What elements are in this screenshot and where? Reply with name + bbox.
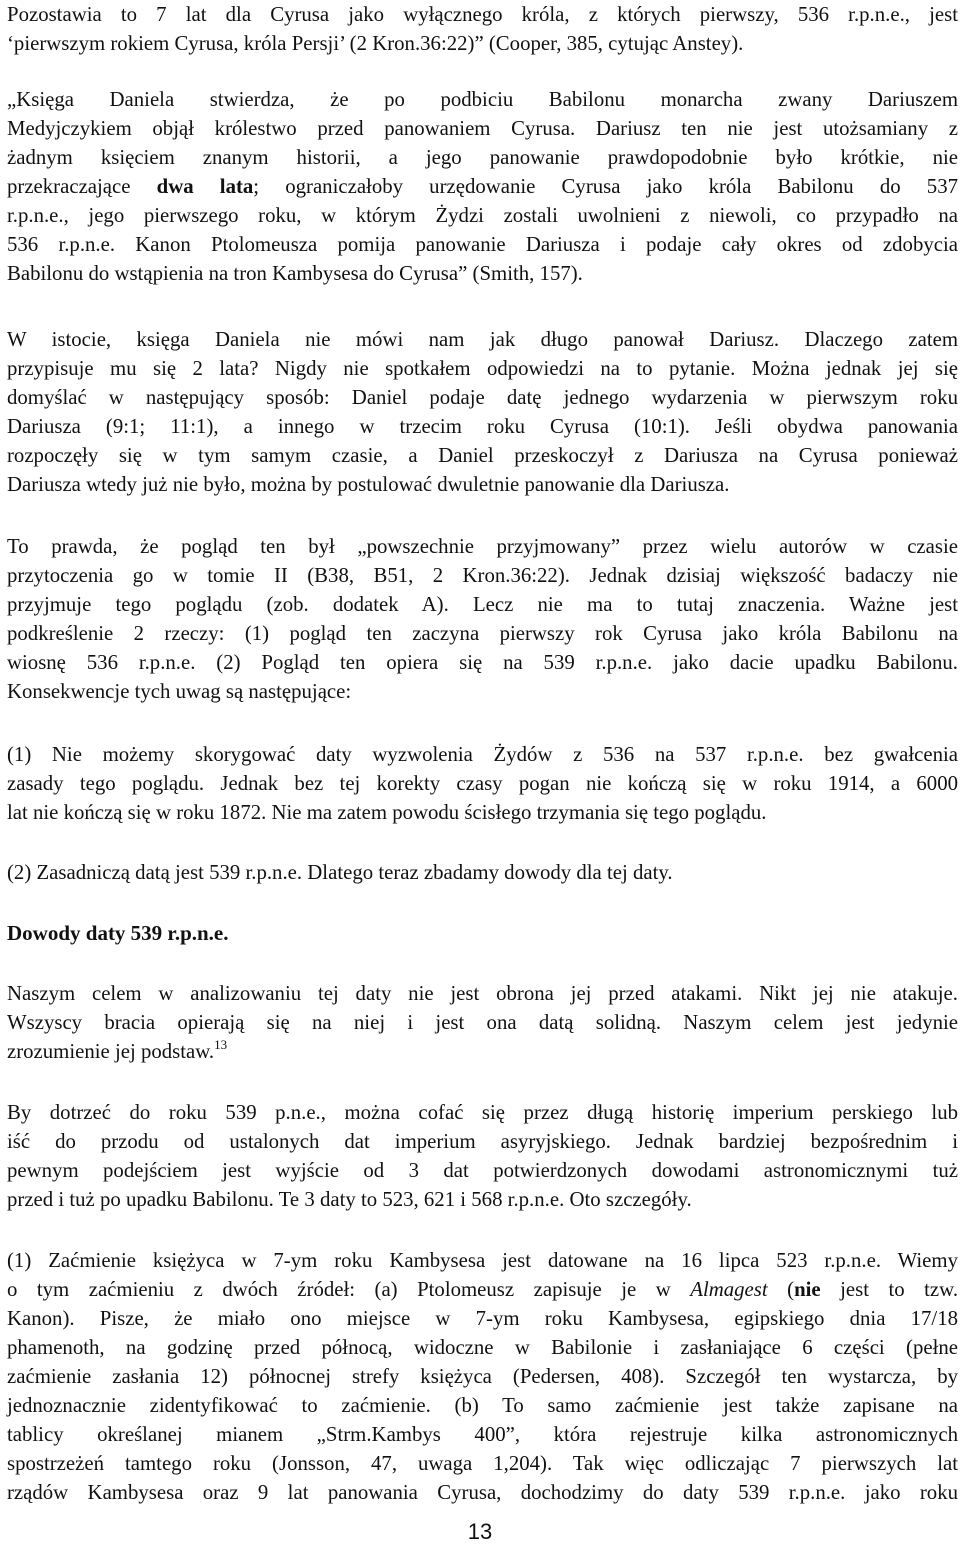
text-line: „Księga Daniela stwierdza, że po podbiciu Babilonu monarcha zwany Dariuszem (7, 88, 958, 111)
text-line: r.p.n.e., jego pierwszego roku, w którym Żydzi zostali uwolnieni z niewoli, co przypadło na (7, 204, 958, 227)
text-line: (1) Zaćmienie księżyca w 7-ym roku Kambysesa jest datowane na 16 lipca 523 r.p.n.e. Wiemy (7, 1249, 958, 1272)
text-line: rozpoczęły się w tym samym czasie, a Daniel przeskoczył z Dariusza na Cyrusa ponieważ (7, 444, 958, 467)
paragraph (7, 1246, 958, 1507)
emphasis-text: dwa lata (156, 175, 254, 198)
text-line: spostrzeżeń tamtego roku (Jonsson, 47, uwaga 1,204). Tak więc odliczając 7 pierwszych lat (7, 1452, 958, 1475)
text-line: wiosnę 536 r.p.n.e. (2) Pogląd ten opiera się na 539 r.p.n.e. jako dacie upadku Babilonu. (7, 651, 958, 674)
paragraph (7, 532, 958, 706)
paragraph (7, 979, 958, 1066)
text-line: domyślać w następujący sposób: Daniel podaje datę jednego wydarzenia w pierwszym roku (7, 386, 958, 409)
text-line: podkreślenie 2 rzeczy: (1) pogląd ten zaczyna pierwszy rok Cyrusa jako króla Babilonu na (7, 622, 958, 645)
text-line: rządów Kambysesa oraz 9 lat panowania Cyrusa, dochodzimy do daty 539 r.p.n.e. jako roku (7, 1481, 958, 1504)
paragraph (7, 740, 958, 827)
text-line: ‘pierwszym rokiem Cyrusa, króla Persji’ (2 Kron.36:22)” (Cooper, 385, cytując Anstey). (7, 32, 744, 55)
text-line (7, 1037, 958, 1066)
text-line: Pozostawia to 7 lat dla Cyrusa jako wyłącznego króla, z których pierwszy, 536 r.p.n.e., jest (7, 3, 958, 26)
text-line: Wszyscy bracia opierają się na niej i jest ona datą solidną. Naszym celem jest jedynie (7, 1011, 958, 1034)
text-line: lat nie kończą się w roku 1872. Nie ma zatem powodu ścisłego trzymania się tego poglądu. (7, 801, 767, 824)
text-line: Konsekwencje tych uwag są następujące: (7, 680, 352, 703)
footnote-ref[interactable]: 13 (214, 1037, 228, 1052)
paragraph (7, 85, 958, 288)
text-line: tablicy określanej mianem „Strm.Kambys 400”, która rejestruje kilka astronomicznych (7, 1423, 958, 1446)
text-line: o tym zaćmieniu z dwóch źródeł: (a) Ptolomeusz zapisuje je w Almagest (nie jest to tzw. (7, 1278, 959, 1301)
text-line-with-bold: przekraczające dwa lata; ograniczałoby urzędowanie Cyrusa jako króla Babilonu do 537 (7, 175, 959, 198)
paragraph (7, 0, 958, 58)
text-line: Babilonu do wstąpienia na tron Kambysesa do Cyrusa” (Smith, 157). (7, 262, 583, 285)
text-line: Medyjczykiem objął królestwo przed panowaniem Cyrusa. Dariusz ten nie jest utożsamiany z (7, 117, 958, 140)
text-line: phamenoth, na godzinę przed północą, widoczne w Babilonie i zasłaniające 6 części (pełne (7, 1336, 958, 1359)
text-line: Naszym celem w analizowaniu tej daty nie jest obrona jej przed atakami. Nikt jej nie atakuje. (7, 982, 958, 1005)
page-number: 13 (467, 1519, 493, 1544)
text-line: iść do przodu od ustalonych dat imperium asyryjskiego. Jednak bardziej bezpośrednim i (7, 1130, 958, 1153)
text-line: zaćmienie zasłania 12) północnej strefy księżyca (Pedersen, 408). Szczegół ten wystarcza, by (7, 1365, 958, 1388)
text-line: Dariusza (9:1; 11:1), a innego w trzecim roku Cyrusa (10:1). Jeśli obydwa panowania (7, 415, 958, 438)
text-line: W istocie, księga Daniela nie mówi nam jak długo panował Dariusz. Dlaczego zatem (7, 328, 958, 351)
text-line: (1) Nie możemy skorygować daty wyzwolenia Żydów z 536 na 537 r.p.n.e. bez gwałcenia (7, 743, 958, 766)
emphasis-text: nie (794, 1278, 821, 1301)
text-line: By dotrzeć do roku 539 p.n.e., można cofać się przez długą historię imperium perskiego lub (7, 1101, 958, 1124)
text-line: przytoczenia go w tomie II (B38, B51, 2 Kron.36:22). Jednak dzisiaj większość badaczy nie (7, 564, 958, 587)
text-fragment: zrozumienie jej podstaw. (7, 1040, 215, 1063)
paragraph (7, 325, 958, 499)
text-line: przed i tuż po upadku Babilonu. Te 3 daty to 523, 621 i 568 r.p.n.e. Oto szczegóły. (7, 1188, 692, 1211)
text-line: Kanon). Pisze, że miało ono miejsce w 7-ym roku Kambysesa, egipskiego dnia 17/18 (7, 1307, 958, 1330)
book-title: Almagest (690, 1278, 768, 1301)
paragraph (7, 1098, 958, 1214)
text-line: żadnym księciem znanym historii, a jego panowanie prawdopodobnie było krótkie, nie (7, 146, 958, 169)
text-line: przyjmuje tego poglądu (zob. dodatek A). Lecz nie ma to tutaj znaczenia. Ważne jest (7, 593, 958, 616)
paragraph (7, 858, 958, 887)
text-line: To prawda, że pogląd ten był „powszechnie przyjmowany” przez wielu autorów w czasie (7, 535, 958, 558)
text-line: jednoznacznie zidentyfikować to zaćmienie. (b) To samo zaćmienie jest także zapisane na (7, 1394, 958, 1417)
text-line: (2) Zasadniczą datą jest 539 r.p.n.e. Dlatego teraz zbadamy dowody dla tej daty. (7, 861, 673, 884)
text-line: 536 r.p.n.e. Kanon Ptolomeusza pomija panowanie Dariusza i podaje cały okres od zdobycia (7, 233, 958, 256)
text-line: pewnym podejściem jest wyjście od 3 dat potwierdzonych dowodami astronomicznymi tuż (7, 1159, 958, 1182)
text-line: zasady tego poglądu. Jednak bez tej korekty czasy pogan nie kończą się w roku 1914, a 6000 (7, 772, 958, 795)
text-line: przypisuje mu się 2 lata? Nigdy nie spotkałem odpowiedzi na to pytanie. Można jednak jej się (7, 357, 958, 380)
section-heading: Dowody daty 539 r.p.n.e. (7, 921, 229, 945)
text-line: Dariusza wtedy już nie było, można by postulować dwuletnie panowanie dla Dariusza. (7, 473, 730, 496)
